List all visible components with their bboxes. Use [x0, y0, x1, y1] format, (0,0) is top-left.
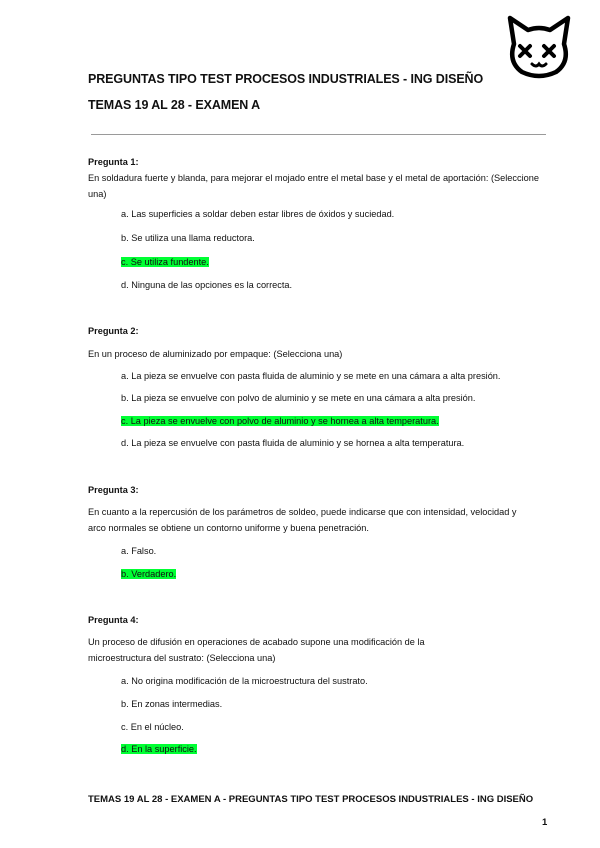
- question-2: [88, 323, 548, 339]
- option-2b: b. La pieza se envuelve con polvo de aluminio y se mete en una cámara a alta presión.: [121, 393, 476, 403]
- option-3a: a. Falso.: [121, 546, 157, 556]
- page-title: PREGUNTAS TIPO TEST PROCESOS INDUSTRIALES - ING DISEÑO: [88, 72, 484, 86]
- question-text: En un proceso de aluminizado por empaque: (Selecciona una): [88, 349, 343, 359]
- question-3: [88, 482, 548, 498]
- option-4a: a. No origina modificación de la microestructura del sustrato.: [121, 676, 368, 686]
- question-label: Pregunta 4:: [88, 615, 139, 625]
- option-1c-correct: c. Se utiliza fundente.: [121, 257, 209, 267]
- page-subtitle: TEMAS 19 AL 28 - EXAMEN A: [88, 98, 261, 112]
- page-number: 1: [542, 817, 548, 828]
- option-2d: d. La pieza se envuelve con pasta fluida de aluminio y se hornea a alta temperatura.: [121, 438, 465, 448]
- question-text: En soldadura fuerte y blanda, para mejorar el mojado entre el metal base y el metal de aportación: (Seleccione una): [88, 173, 539, 199]
- question-label: Pregunta 3:: [88, 485, 139, 495]
- option-4b: b. En zonas intermedias.: [121, 699, 223, 709]
- question-label: Pregunta 2:: [88, 326, 139, 336]
- option-1d: d. Ninguna de las opciones es la correcta.: [121, 280, 293, 290]
- option-1a: a. Las superficies a soldar deben estar libres de óxidos y suciedad.: [121, 209, 395, 219]
- question-1: [88, 154, 548, 202]
- option-2c-correct: c. La pieza se envuelve con polvo de aluminio y se hornea a alta temperatura.: [121, 416, 439, 426]
- question-text: En cuanto a la repercusión de los parámetros de soldeo, puede indicarse que con intensidad, velocidad y arco normales se obtiene un contorno uniforme y buena penetración.: [88, 507, 517, 533]
- question-text: Un proceso de difusión en operaciones de acabado supone una modificación de la microestructura del sustrato: (Selecciona una): [88, 637, 425, 663]
- page-footer: TEMAS 19 AL 28 - EXAMEN A - PREGUNTAS TIPO TEST PROCESOS INDUSTRIALES - ING DISEÑO: [88, 794, 534, 805]
- option-4d-correct: d. En la superficie.: [121, 744, 197, 754]
- option-2a: a. La pieza se envuelve con pasta fluida de aluminio y se mete en una cámara a alta presión.: [121, 371, 501, 381]
- option-4c: c. En el núcleo.: [121, 722, 184, 732]
- option-3b-correct: b. Verdadero.: [121, 569, 177, 579]
- option-1b: b. Se utiliza una llama reductora.: [121, 233, 255, 243]
- question-label: Pregunta 1:: [88, 157, 139, 167]
- header-divider: [91, 134, 546, 135]
- cat-face-icon: [504, 14, 574, 84]
- question-4: [88, 612, 548, 628]
